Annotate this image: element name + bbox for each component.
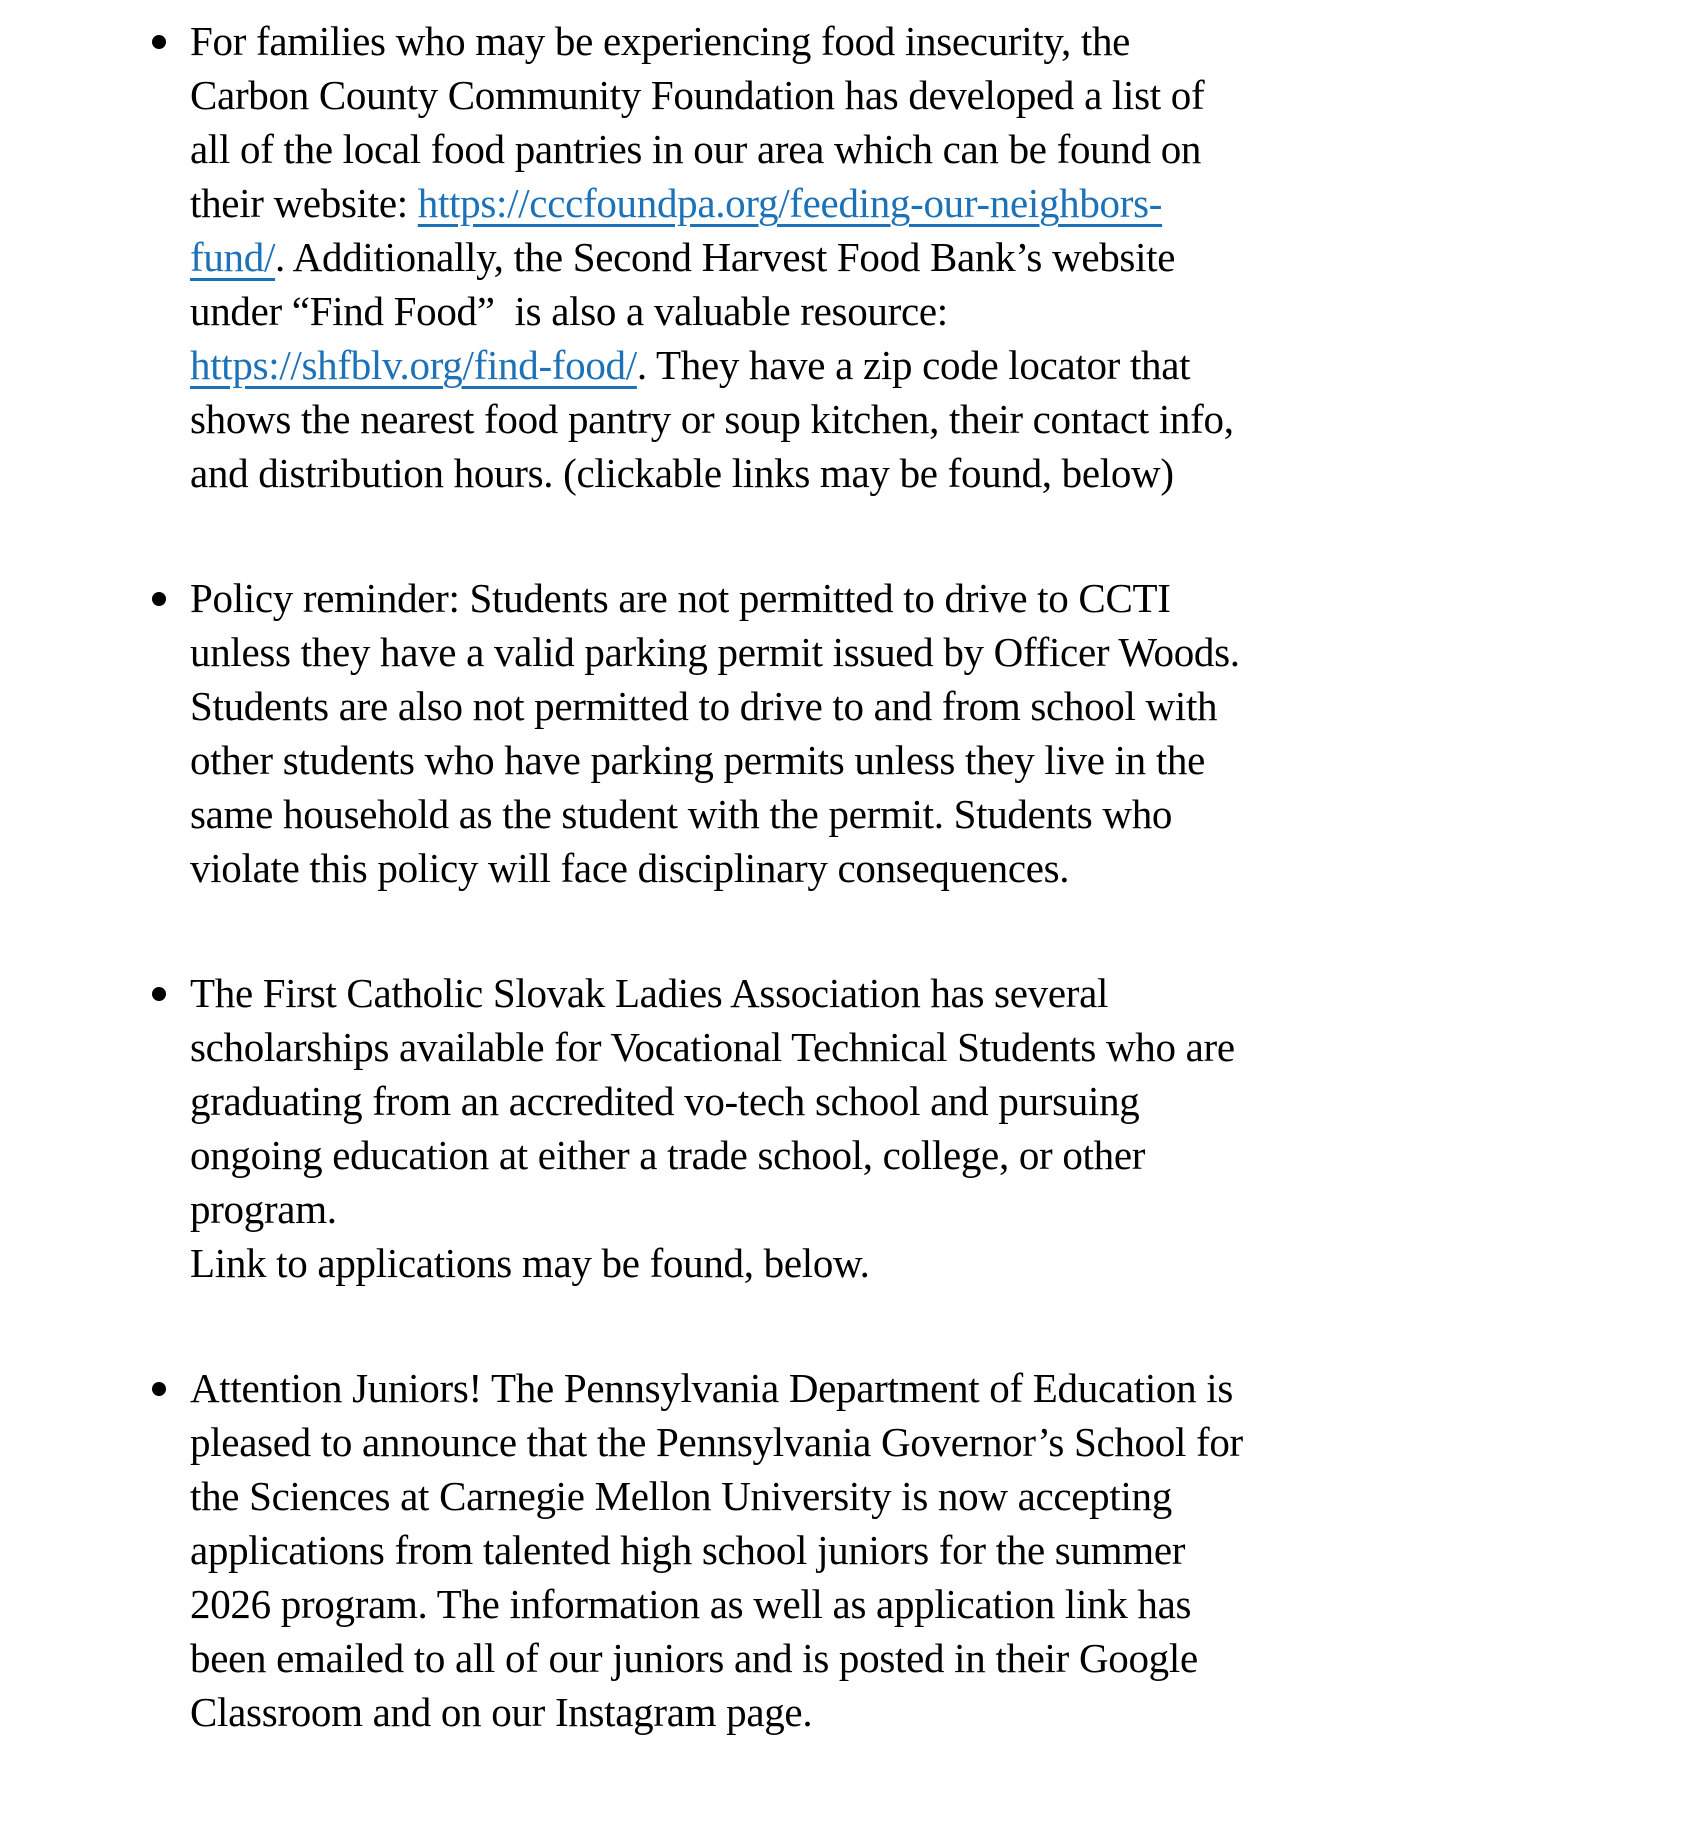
bullet-item [0, 14, 1699, 500]
text-line [190, 625, 1609, 679]
text-segment: Policy reminder: Students are not permitted to drive to CCTI [190, 575, 1171, 621]
text-segment: . They have a zip code locator that [636, 342, 1191, 388]
text-segment: For families who may be experiencing food insecurity, the [190, 18, 1131, 64]
bullet-marker-icon [152, 592, 166, 606]
text-line [190, 966, 1609, 1020]
text-line [190, 841, 1609, 895]
text-segment: pleased to announce that the Pennsylvania Governor’s School for [190, 1419, 1243, 1465]
text-line [190, 1074, 1609, 1128]
bullet-list [0, 14, 1699, 1739]
text-segment: violate this policy will face disciplinary consequences. [190, 845, 1070, 891]
text-line [190, 1182, 1609, 1236]
text-line [190, 284, 1609, 338]
text-line [190, 1415, 1609, 1469]
text-segment: shows the nearest food pantry or soup kitchen, their contact info, [190, 396, 1234, 442]
text-line [190, 571, 1609, 625]
text-segment: under “Find Food” is also a valuable resource: [190, 288, 948, 334]
text-segment: all of the local food pantries in our area which can be found on [190, 126, 1202, 172]
text-segment: The First Catholic Slovak Ladies Association has several [190, 970, 1109, 1016]
text-line [190, 14, 1609, 68]
text-segment: Classroom and on our Instagram page. [190, 1689, 813, 1735]
text-segment: been emailed to all of our juniors and is posted in their Google [190, 1635, 1198, 1681]
text-line [190, 122, 1609, 176]
text-line [190, 1631, 1609, 1685]
text-segment: unless they have a valid parking permit issued by Officer Woods. [190, 629, 1240, 675]
text-segment: their website: [190, 180, 418, 226]
text-segment: same household as the student with the permit. Students who [190, 791, 1173, 837]
bullet-item [0, 966, 1699, 1290]
text-line [190, 1236, 1609, 1290]
text-segment: scholarships available for Vocational Technical Students who are [190, 1024, 1235, 1070]
text-line [190, 1128, 1609, 1182]
text-line [190, 1577, 1609, 1631]
text-line [190, 1020, 1609, 1074]
text-segment: Carbon County Community Foundation has developed a list of [190, 72, 1205, 118]
bullet-marker-icon [152, 1382, 166, 1396]
text-segment: other students who have parking permits unless they live in the [190, 737, 1206, 783]
hyperlink[interactable]: https://cccfoundpa.org/feeding-our-neighbors- [417, 180, 1163, 226]
bullet-marker-icon [152, 987, 166, 1001]
text-line [190, 392, 1609, 446]
text-line [190, 176, 1609, 230]
text-segment: applications from talented high school juniors for the summer [190, 1527, 1186, 1573]
text-segment: and distribution hours. (clickable links may be found, below) [190, 450, 1174, 496]
text-line [190, 446, 1609, 500]
text-line [190, 1361, 1609, 1415]
text-line [190, 230, 1609, 284]
text-segment: . Additionally, the Second Harvest Food Bank’s website [275, 234, 1176, 280]
text-line [190, 679, 1609, 733]
bullet-marker-icon [152, 35, 166, 49]
text-segment: graduating from an accredited vo-tech school and pursuing [190, 1078, 1140, 1124]
bullet-item [0, 571, 1699, 895]
text-segment: program. [190, 1186, 337, 1232]
bullet-item [0, 1361, 1699, 1739]
text-line [190, 1685, 1609, 1739]
text-line [190, 1469, 1609, 1523]
text-segment: 2026 program. The information as well as application link has [190, 1581, 1192, 1627]
hyperlink[interactable]: https://shfblv.org/find-food/ [190, 342, 637, 388]
text-segment: the Sciences at Carnegie Mellon University is now accepting [190, 1473, 1172, 1519]
text-segment: ongoing education at either a trade school, college, or other [190, 1132, 1146, 1178]
text-segment: Link to applications may be found, below. [190, 1240, 870, 1286]
text-line [190, 1523, 1609, 1577]
hyperlink[interactable]: fund/ [190, 234, 276, 280]
text-line [190, 338, 1609, 392]
text-segment: Attention Juniors! The Pennsylvania Department of Education is [190, 1365, 1234, 1411]
text-line [190, 68, 1609, 122]
text-segment: Students are also not permitted to drive to and from school with [190, 683, 1218, 729]
text-line [190, 733, 1609, 787]
text-line [190, 787, 1609, 841]
